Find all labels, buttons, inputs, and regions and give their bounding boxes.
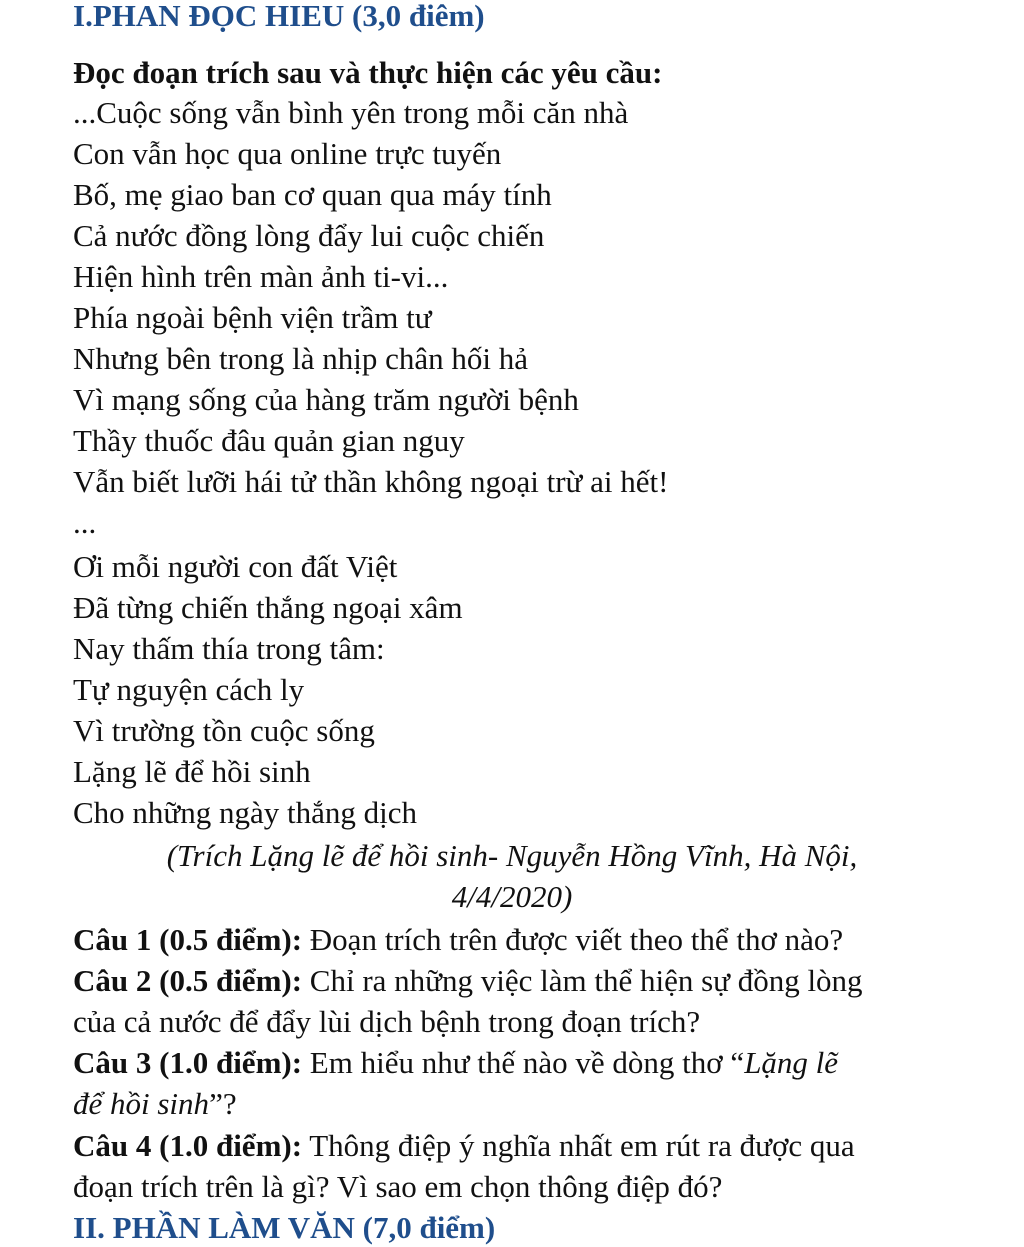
poem-line: Lặng lẽ để hồi sinh — [73, 754, 311, 789]
citation-line-2: 4/4/2020) — [451, 879, 573, 914]
poem-line: Vì mạng sống của hàng trăm người bệnh — [73, 382, 579, 417]
poem-line: Đã từng chiến thắng ngoại xâm — [73, 590, 463, 625]
poem-line: Bố, mẹ giao ban cơ quan qua máy tính — [73, 177, 552, 212]
question-2 — [73, 963, 863, 999]
question-label: Câu 4 (1.0 điểm): — [73, 1128, 303, 1163]
poem-line: Vẫn biết lưỡi hái tử thần không ngoại trừ ai hết! — [73, 464, 669, 499]
poem-line: Hiện hình trên màn ảnh ti-vi... — [73, 259, 449, 294]
question-text-end: ”? — [209, 1086, 237, 1121]
poem-line: Vì trường tồn cuộc sống — [73, 713, 375, 748]
poem-line: ...Cuộc sống vẫn bình yên trong mỗi căn nhà — [73, 95, 629, 130]
question-label: Câu 1 (0.5 điểm): — [73, 922, 303, 957]
question-label: Câu 3 (1.0 điểm): — [73, 1045, 303, 1080]
poem-ellipsis: ... — [73, 505, 97, 540]
poem-line: Ơi mỗi người con đất Việt — [73, 549, 398, 584]
question-2-continuation: của cả nước để đẩy lùi dịch bệnh trong đoạn trích? — [73, 1004, 701, 1039]
section1-heading: I.PHAN ĐỌC HIEU (3,0 điêm) — [73, 0, 485, 33]
section2-heading: II. PHẦN LÀM VĂN (7,0 điểm) — [73, 1210, 496, 1245]
poem-line: Tự nguyện cách ly — [73, 672, 305, 707]
question-label: Câu 2 (0.5 điểm): — [73, 963, 303, 998]
poem-line: Nay thấm thía trong tâm: — [73, 631, 385, 666]
poem-line: Thầy thuốc đâu quản gian nguy — [73, 423, 465, 458]
poem-line: Cả nước đồng lòng đẩy lui cuộc chiến — [73, 218, 545, 253]
question-4 — [73, 1128, 855, 1164]
poem-line: Nhưng bên trong là nhịp chân hối hả — [73, 341, 529, 376]
instruction: Đọc đoạn trích sau và thực hiện các yêu cầu: — [73, 55, 663, 90]
question-quote: để hồi sinh — [73, 1086, 210, 1121]
question-text: Đoạn trích trên được viết theo thể thơ nào? — [302, 922, 844, 957]
question-1 — [73, 922, 843, 958]
question-3-continuation — [73, 1086, 237, 1122]
question-4-continuation: đoạn trích trên là gì? Vì sao em chọn thông điệp đó? — [73, 1169, 723, 1204]
poem-line: Con vẫn học qua online trực tuyến — [73, 136, 502, 171]
question-text: Thông điệp ý nghĩa nhất em rút ra được qua — [302, 1128, 855, 1163]
question-text: Em hiểu như thế nào về dòng thơ “ — [302, 1045, 745, 1080]
poem-line: Phía ngoài bệnh viện trầm tư — [73, 300, 432, 335]
question-quote: Lặng lẽ — [744, 1045, 839, 1080]
poem-line: Cho những ngày thắng dịch — [73, 795, 417, 830]
question-text: Chỉ ra những việc làm thể hiện sự đồng lòng — [302, 963, 863, 998]
citation-line-1: (Trích Lặng lẽ để hồi sinh- Nguyễn Hồng Vĩnh, Hà Nội, — [166, 838, 858, 873]
question-3 — [73, 1045, 838, 1081]
